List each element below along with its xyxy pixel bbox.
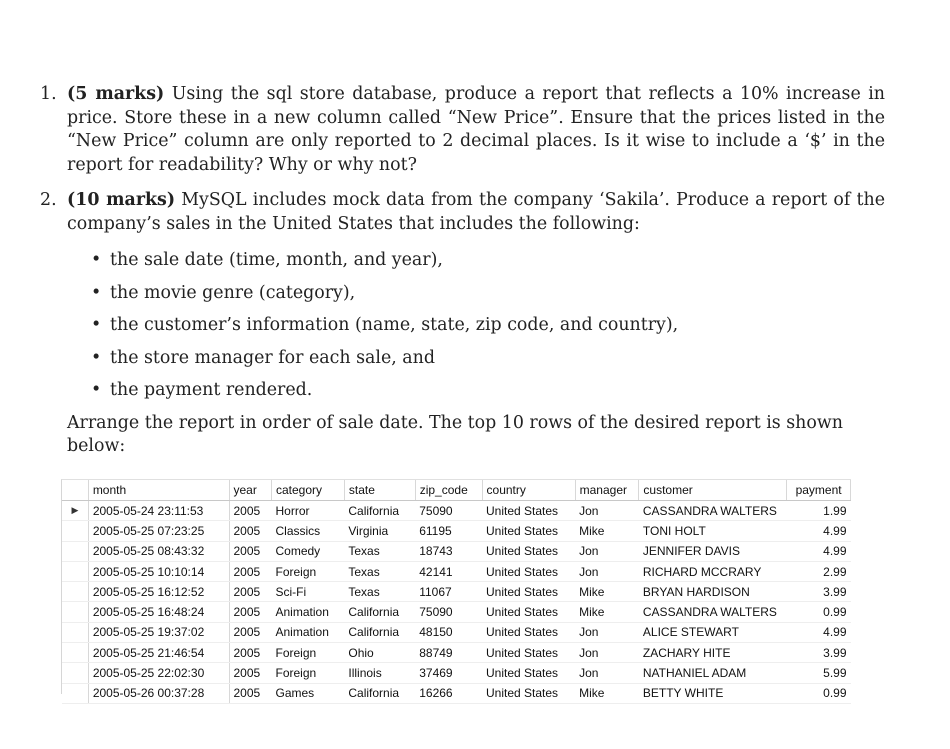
grid-cell-zip-code[interactable]: 88749	[415, 643, 482, 663]
grid-cell-category[interactable]: Games	[272, 683, 345, 703]
grid-cell-zip-code[interactable]: 48150	[415, 622, 482, 642]
table-row[interactable]	[62, 501, 851, 521]
arrange-instruction: Arrange the report in order of sale date. The top 10 rows of the desired report is shown below:	[67, 412, 843, 456]
grid-cell-customer[interactable]: CASSANDRA WALTERS	[639, 602, 787, 622]
grid-cell-year[interactable]: 2005	[229, 663, 272, 683]
table-row[interactable]	[62, 541, 851, 561]
list-item: • the payment rendered.	[91, 379, 885, 403]
question-body	[67, 83, 885, 177]
table-row[interactable]	[62, 521, 851, 541]
grid-body	[62, 501, 851, 704]
column-header-zip-code[interactable]: zip_code	[415, 480, 482, 501]
question-marks: (5 marks)	[67, 84, 165, 104]
bullet-icon: •	[91, 347, 102, 368]
grid-cell-country[interactable]: United States	[482, 602, 575, 622]
result-grid[interactable]	[61, 479, 851, 701]
list-item: • the store manager for each sale, and	[91, 347, 885, 371]
grid-cell-category[interactable]: Sci-Fi	[272, 582, 345, 602]
bullet-icon: •	[91, 380, 102, 400]
column-header-country[interactable]: country	[482, 480, 575, 501]
bullet-icon: •	[91, 250, 102, 270]
grid-cell-month[interactable]: 2005-05-26 00:37:28	[88, 683, 229, 703]
grid-cell-customer[interactable]: RICHARD MCCRARY	[639, 561, 787, 581]
grid-cell-state[interactable]: Texas	[344, 541, 415, 561]
grid-cell-zip-code[interactable]: 37469	[415, 663, 482, 683]
list-item: • the movie genre (category),	[91, 282, 885, 306]
column-header-manager[interactable]: manager	[575, 480, 639, 501]
grid-cell-zip-code[interactable]: 42141	[415, 561, 482, 581]
grid-cell-state[interactable]: Texas	[344, 561, 415, 581]
grid-cell-year[interactable]: 2005	[229, 501, 272, 521]
grid-cell-month[interactable]: 2005-05-24 23:11:53	[88, 501, 229, 521]
grid-cell-zip-code[interactable]: 18743	[415, 541, 482, 561]
table-row[interactable]	[62, 561, 851, 581]
grid-cell-country[interactable]: United States	[482, 521, 575, 541]
grid-cell-year[interactable]: 2005	[229, 582, 272, 602]
grid-cell-manager[interactable]: Mike	[575, 683, 639, 703]
grid-cell-zip-code[interactable]: 61195	[415, 521, 482, 541]
grid-cell-month[interactable]: 2005-05-25 16:48:24	[88, 602, 229, 622]
grid-cell-customer[interactable]: CASSANDRA WALTERS	[639, 501, 787, 521]
grid-cell-month[interactable]: 2005-05-25 10:10:14	[88, 561, 229, 581]
grid-cell-year[interactable]: 2005	[229, 602, 272, 622]
question-body	[67, 189, 885, 236]
table-row[interactable]	[62, 622, 851, 642]
row-selector[interactable]	[62, 622, 88, 642]
bullet-icon: •	[91, 282, 102, 303]
table-row[interactable]	[62, 663, 851, 683]
column-header-category[interactable]: category	[272, 480, 345, 501]
question-number: 1.	[40, 84, 57, 104]
question-1	[40, 83, 885, 177]
grid-cell-year[interactable]: 2005	[229, 622, 272, 642]
grid-cell-category[interactable]: Comedy	[272, 541, 345, 561]
row-selector[interactable]	[62, 602, 88, 622]
grid-cell-payment[interactable]: 3.99	[787, 582, 851, 602]
grid-cell-category[interactable]: Animation	[272, 602, 345, 622]
grid-cell-country[interactable]: United States	[482, 683, 575, 703]
grid-cell-country[interactable]: United States	[482, 582, 575, 602]
grid-cell-country[interactable]: United States	[482, 561, 575, 581]
row-selector[interactable]	[62, 663, 88, 683]
grid-cell-payment[interactable]: 4.99	[787, 521, 851, 541]
grid-cell-month[interactable]: 2005-05-25 16:12:52	[88, 582, 229, 602]
grid-cell-country[interactable]: United States	[482, 622, 575, 642]
row-selector[interactable]	[62, 643, 88, 663]
grid-cell-manager[interactable]: Mike	[575, 582, 639, 602]
grid-cell-country[interactable]: United States	[482, 643, 575, 663]
grid-cell-category[interactable]: Classics	[272, 521, 345, 541]
grid-cell-country[interactable]: United States	[482, 541, 575, 561]
grid-cell-category[interactable]: Foreign	[272, 561, 345, 581]
row-selector[interactable]	[62, 582, 88, 602]
grid-cell-zip-code[interactable]: 75090	[415, 501, 482, 521]
table-row[interactable]	[62, 602, 851, 622]
grid-cell-payment[interactable]: 4.99	[787, 541, 851, 561]
grid-cell-state[interactable]: Illinois	[344, 663, 415, 683]
result-table	[62, 480, 851, 704]
grid-cell-year[interactable]: 2005	[229, 683, 272, 703]
grid-cell-manager[interactable]: Mike	[575, 602, 639, 622]
grid-cell-payment[interactable]: 3.99	[787, 643, 851, 663]
grid-cell-manager[interactable]: Jon	[575, 663, 639, 683]
grid-cell-payment[interactable]: 1.99	[787, 501, 851, 521]
column-header-month[interactable]: month	[88, 480, 229, 501]
grid-cell-zip-code[interactable]: 16266	[415, 683, 482, 703]
table-row[interactable]	[62, 643, 851, 663]
bullet-icon: •	[91, 315, 102, 335]
row-selector[interactable]: ▶	[62, 501, 88, 521]
grid-cell-state[interactable]: California	[344, 622, 415, 642]
column-header-customer[interactable]: customer	[639, 480, 787, 501]
grid-cell-customer[interactable]: BRYAN HARDISON	[639, 582, 787, 602]
row-selector[interactable]	[62, 683, 88, 703]
grid-cell-month[interactable]: 2005-05-25 21:46:54	[88, 643, 229, 663]
grid-cell-customer[interactable]: JENNIFER DAVIS	[639, 541, 787, 561]
grid-cell-month[interactable]: 2005-05-25 07:23:25	[88, 521, 229, 541]
grid-cell-manager[interactable]: Jon	[575, 643, 639, 663]
grid-cell-month[interactable]: 2005-05-25 08:43:32	[88, 541, 229, 561]
grid-cell-manager[interactable]: Mike	[575, 521, 639, 541]
grid-cell-customer[interactable]: NATHANIEL ADAM	[639, 663, 787, 683]
grid-cell-zip-code[interactable]: 75090	[415, 602, 482, 622]
grid-cell-year[interactable]: 2005	[229, 541, 272, 561]
grid-cell-manager[interactable]: Jon	[575, 561, 639, 581]
column-header-payment[interactable]: payment	[787, 480, 851, 501]
grid-cell-customer[interactable]: ZACHARY HITE	[639, 643, 787, 663]
grid-cell-state[interactable]: California	[344, 501, 415, 521]
grid-cell-payment[interactable]: 5.99	[787, 663, 851, 683]
question-number: 2.	[40, 190, 57, 210]
grid-cell-zip-code[interactable]: 11067	[415, 582, 482, 602]
requirements-list	[40, 249, 885, 403]
row-selector[interactable]	[62, 521, 88, 541]
grid-cell-state[interactable]: Virginia	[344, 521, 415, 541]
row-selector[interactable]	[62, 541, 88, 561]
grid-cell-month[interactable]: 2005-05-25 19:37:02	[88, 622, 229, 642]
grid-cell-year[interactable]: 2005	[229, 561, 272, 581]
grid-cell-category[interactable]: Foreign	[272, 663, 345, 683]
question-text: Using the sql store database, produce a report that reflects a 10% increase in price. Store these in a new column called “New Price”. Ensure that the prices listed in the “New Price” column are only reported to 2 decimal places. Is it wise to include a ‘$’ in the report for readability? Why or why not?	[67, 84, 885, 175]
grid-cell-category[interactable]: Animation	[272, 622, 345, 642]
list-item: • the sale date (time, month, and year),	[91, 249, 885, 273]
assignment-document	[40, 83, 885, 459]
grid-cell-year[interactable]: 2005	[229, 521, 272, 541]
grid-cell-payment[interactable]: 0.99	[787, 683, 851, 703]
grid-cell-customer[interactable]: TONI HOLT	[639, 521, 787, 541]
grid-cell-year[interactable]: 2005	[229, 643, 272, 663]
grid-cell-month[interactable]: 2005-05-25 22:02:30	[88, 663, 229, 683]
table-row[interactable]	[62, 582, 851, 602]
grid-cell-state[interactable]: California	[344, 683, 415, 703]
grid-cell-category[interactable]: Horror	[272, 501, 345, 521]
list-item: • the customer’s information (name, state, zip code, and country),	[91, 314, 885, 338]
grid-cell-state[interactable]: Texas	[344, 582, 415, 602]
question-marks: (10 marks)	[67, 190, 176, 210]
grid-cell-payment[interactable]: 2.99	[787, 561, 851, 581]
grid-cell-customer[interactable]: BETTY WHITE	[639, 683, 787, 703]
header-row	[62, 480, 851, 501]
grid-cell-manager[interactable]: Jon	[575, 541, 639, 561]
grid-cell-payment[interactable]: 0.99	[787, 602, 851, 622]
question-text: MySQL includes mock data from the company ‘Sakila’. Produce a report of the company’s sales in the United States that includes the following:	[67, 190, 885, 234]
row-selector[interactable]	[62, 561, 88, 581]
grid-cell-payment[interactable]: 4.99	[787, 622, 851, 642]
grid-cell-customer[interactable]: ALICE STEWART	[639, 622, 787, 642]
grid-cell-country[interactable]: United States	[482, 663, 575, 683]
grid-cell-category[interactable]: Foreign	[272, 643, 345, 663]
question-2	[40, 189, 885, 236]
grid-cell-manager[interactable]: Jon	[575, 622, 639, 642]
table-row[interactable]	[62, 683, 851, 703]
grid-cell-manager[interactable]: Jon	[575, 501, 639, 521]
column-header-year[interactable]: year	[229, 480, 272, 501]
grid-cell-state[interactable]: California	[344, 602, 415, 622]
grid-cell-country[interactable]: United States	[482, 501, 575, 521]
row-selector-header[interactable]	[62, 480, 88, 501]
column-header-state[interactable]: state	[344, 480, 415, 501]
grid-cell-state[interactable]: Ohio	[344, 643, 415, 663]
